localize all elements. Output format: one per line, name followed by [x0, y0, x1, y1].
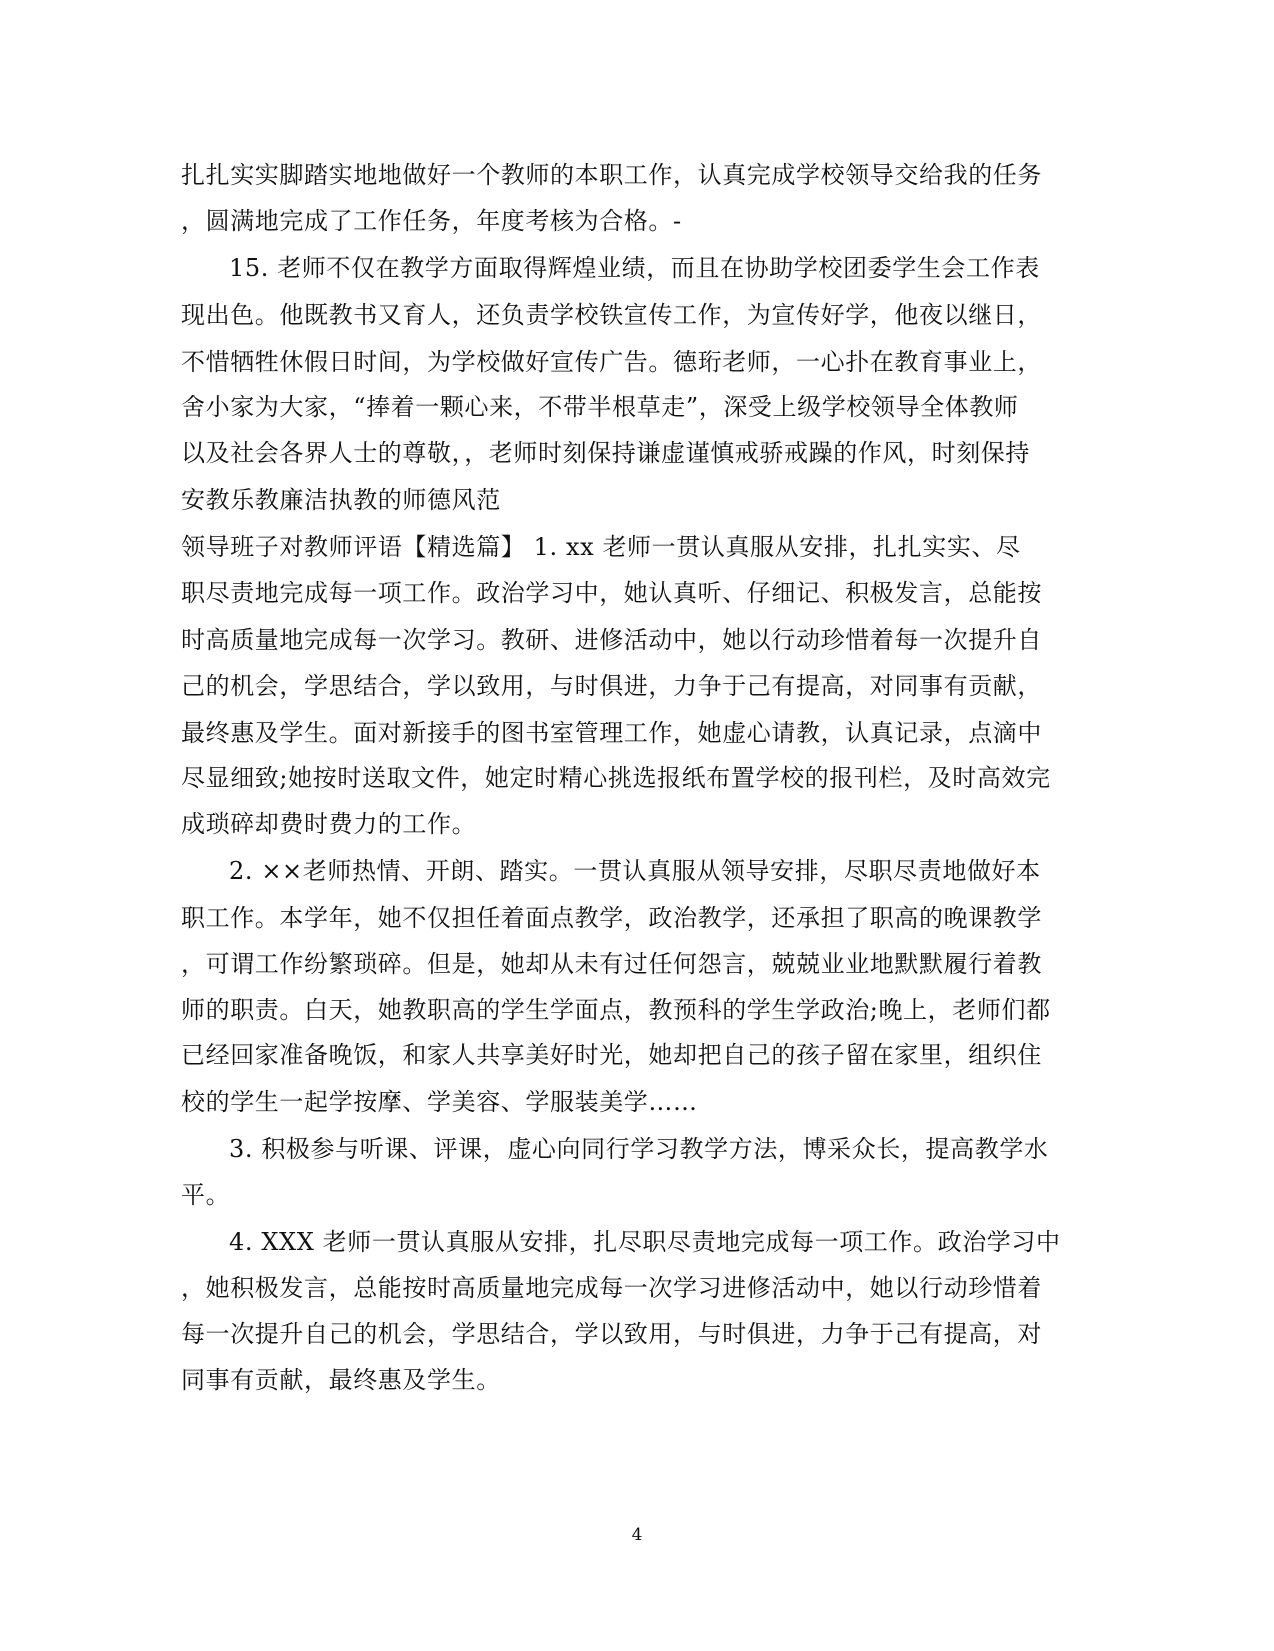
text-line: 最终惠及学生。面对新接手的图书室管理工作，她虚心请教，认真记录，点滴中: [181, 719, 1042, 747]
text-line: 成琐碎却费时费力的工作。: [181, 810, 477, 838]
text-line: 职尽责地完成每一项工作。政治学习中，她认真听、仔细记、积极发言，总能按: [181, 579, 1042, 607]
text-line: 以及社会各界人士的尊敬，，老师时刻保持谦虚谨慎戒骄戒躁的作风，时刻保持: [181, 439, 1030, 467]
text-line: ，圆满地完成了工作任务，年度考核为合格。-: [181, 207, 682, 235]
text-line: 时高质量地完成每一次学习。教研、进修活动中，她以行动珍惜着每一次提升自: [181, 626, 1042, 654]
text-line: 职工作。本学年，她不仅担任着面点教学，政治教学，还承担了职高的晚课教学: [181, 904, 1042, 932]
text-line: 安教乐教廉洁执教的师德风范: [181, 486, 501, 514]
page-number: 4: [631, 1525, 643, 1545]
text-line: 扎扎实实脚踏实地地做好一个教师的本职工作，认真完成学校领导交给我的任务: [181, 161, 1042, 189]
text-line: 同事有贡献，最终惠及学生。: [181, 1366, 501, 1394]
text-line: 3. 积极参与听课、评课，虚心向同行学习教学方法，博采众长，提高教学水: [229, 1135, 1049, 1163]
text-line: 师的职责。白天，她教职高的学生学面点，教预科的学生学政治;晚上，老师们都: [181, 996, 1051, 1024]
text-line: 己的机会，学思结合，学以致用，与时俱进，力争于己有提高，对同事有贡献，: [181, 672, 1042, 700]
section-heading-line: 领导班子对教师评语【精选篇】 1. xx 老师一贯认真服从安排，扎扎实实、尽: [181, 533, 1021, 561]
text-line: 平。: [181, 1181, 231, 1209]
text-line: 已经回家准备晚饭，和家人共享美好时光，她却把自己的孩子留在家里，组织住: [181, 1041, 1042, 1069]
text-line: 15. 老师不仅在教学方面取得辉煌业绩，而且在协助学校团委学生会工作表: [229, 254, 1040, 282]
text-line: ，她积极发言，总能按时高质量地完成每一次学习进修活动中，她以行动珍惜着: [181, 1274, 1042, 1302]
text-line: 4. XXX 老师一贯认真服从安排，扎尽职尽责地完成每一项工作。政治学习中: [229, 1228, 1061, 1256]
text-line: ，可谓工作纷繁琐碎。但是，她却从未有过任何怨言，兢兢业业地默默履行着教: [181, 950, 1042, 978]
text-line: 每一次提升自己的机会，学思结合，学以致用，与时俱进，力争于己有提高，对: [181, 1320, 1042, 1348]
text-line: 现出色。他既教书又育人，还负责学校铁宣传工作，为宣传好学，他夜以继日，: [181, 301, 1042, 329]
text-line: 2. ××老师热情、开朗、踏实。一贯认真服从领导安排，尽职尽责地做好本: [229, 857, 1041, 885]
text-line: 不惜牺牲休假日时间，为学校做好宣传广告。德珩老师，一心扑在教育事业上，: [181, 348, 1042, 376]
text-line: 尽显细致;她按时送取文件，她定时精心挑选报纸布置学校的报刊栏，及时高效完: [181, 764, 1051, 792]
text-line: 舍小家为大家，“捧着一颗心来，不带半根草走”，深受上级学校领导全体教师: [181, 393, 1019, 421]
text-line: 校的学生一起学按摩、学美容、学服装美学……: [181, 1088, 698, 1116]
